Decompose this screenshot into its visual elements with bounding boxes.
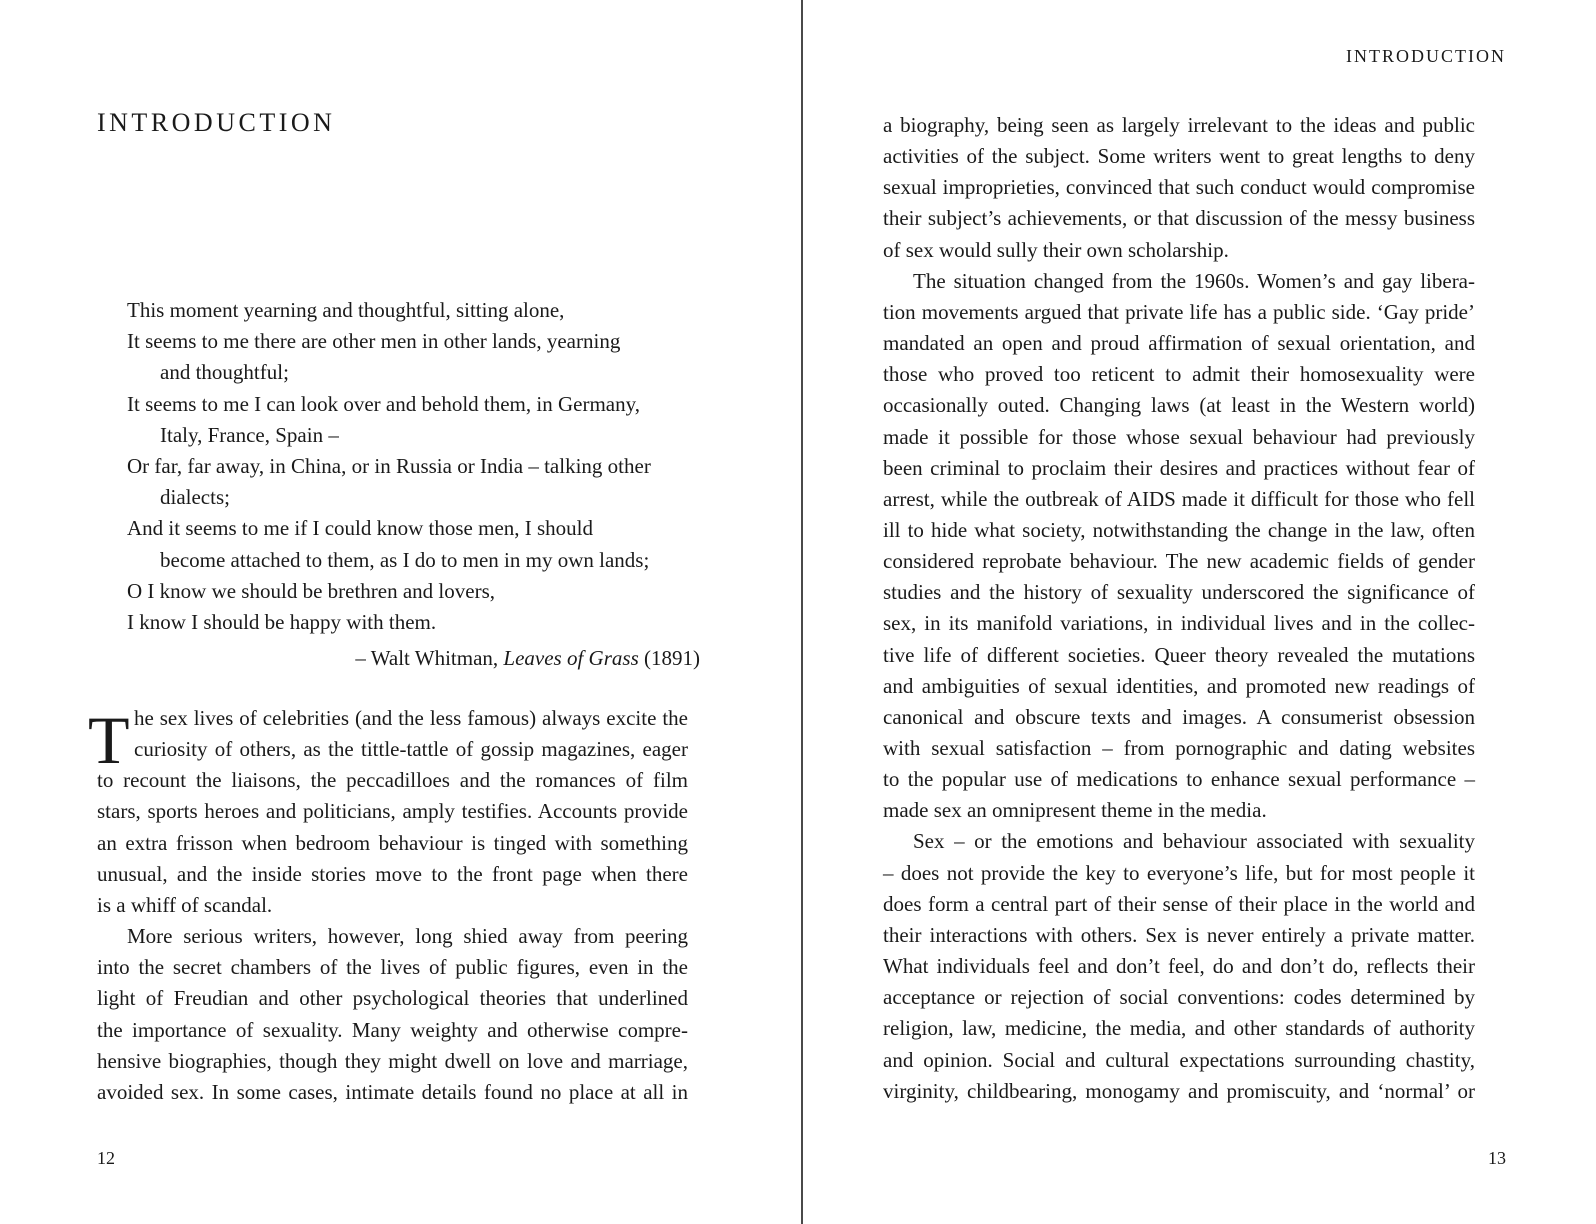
body-line: to the popular use of medications to enhance sexual performance – [883,767,1475,792]
chapter-title: INTRODUCTION [97,108,336,137]
epigraph-line: This moment yearning and thoughtful, sitting alone, [127,298,565,322]
body-line: sex, in its manifold variations, in individual lives and in the collec- [883,611,1475,636]
body-line: acceptance or rejection of social conventions: codes determined by [883,985,1475,1010]
body-line: an extra frisson when bedroom behaviour is tinged with something [97,830,688,855]
body-line: stars, sports heroes and politicians, amply testifies. Accounts provide [97,799,688,824]
body-line: unusual, and the inside stories move to the front page when there [97,861,688,886]
body-line: made it possible for those whose sexual behaviour had previously [883,424,1475,449]
body-line: considered reprobate behaviour. The new academic fields of gender [883,549,1475,574]
epigraph-line: I know I should be happy with them. [127,610,437,634]
body-line: mandated an open and proud affirmation of sexual orientation, and [883,331,1475,356]
body-line: their subject’s achievements, or that discussion of the messy business [883,206,1475,231]
body-line: What individuals feel and don’t feel, do and don’t do, reflects their [883,954,1475,979]
body-line: ill to hide what society, notwithstanding the change in the law, often [883,517,1475,542]
epigraph-line: and thoughtful; [160,360,289,385]
body-line: is a whiff of scandal. [97,892,273,917]
body-line: curiosity of others, as the tittle-tattle of gossip magazines, eager [134,737,688,762]
body-line: their interactions with others. Sex is never entirely a private matter. [883,922,1475,947]
body-line: virginity, childbearing, monogamy and promiscuity, and ‘normal’ or [883,1078,1475,1103]
epigraph-line: It seems to me I can look over and behold them, in Germany, [127,391,640,416]
drop-cap: T [88,702,130,778]
body-line: does form a central part of their sense of their place in the world and [883,891,1475,916]
body-line: arrest, while the outbreak of AIDS made it difficult for those who fell [883,486,1475,511]
body-line: hensive biographies, though they might dwell on love and marriage, [97,1048,688,1073]
body-line: sexual improprieties, convinced that such conduct would compromise [883,175,1475,200]
body-line: canonical and obscure texts and images. A consumerist obsession [883,704,1475,729]
body-line: he sex lives of celebrities (and the less famous) always excite the [134,706,688,730]
epigraph-line: O I know we should be brethren and lovers, [127,578,495,603]
body-line: light of Freudian and other psychological theories that underlined [97,986,688,1011]
body-line: been criminal to proclaim their desires and practices without fear of [883,455,1475,480]
body-line: Sex – or the emotions and behaviour associated with sexuality [913,829,1475,854]
body-line: studies and the history of sexuality underscored the significance of [883,580,1475,605]
page-number-left: 12 [97,1148,115,1168]
attribution-title: Leaves of Grass [503,646,639,670]
body-line: those who proved too reticent to admit their homosexuality were [883,362,1475,387]
body-line: avoided sex. In some cases, intimate details found no place at all in [97,1079,688,1104]
epigraph-line: And it seems to me if I could know those men, I should [127,516,594,541]
attribution-year: (1891) [638,646,700,670]
page-gutter [801,0,803,1224]
epigraph-line: Or far, far away, in China, or in Russia or India – talking other [127,454,651,478]
epigraph-attribution [355,646,700,670]
body-line: activities of the subject. Some writers went to great lengths to deny [883,144,1475,169]
body-line: occasionally outed. Changing laws (at least in the Western world) [883,393,1475,418]
body-line: – does not provide the key to everyone’s life, but for most people it [883,860,1475,885]
body-line: and ambiguities of sexual identities, and promoted new readings of [883,673,1475,698]
body-line: to recount the liaisons, the peccadilloes and the romances of film [97,768,688,793]
running-head: INTRODUCTION [1346,46,1506,66]
epigraph-line: Italy, France, Spain – [160,422,339,447]
body-line: More serious writers, however, long shied away from peering [127,924,688,949]
body-line: The situation changed from the 1960s. Women’s and gay libera- [913,268,1475,293]
attribution-author: – Walt Whitman, [355,646,504,670]
body-line: made sex an omnipresent theme in the media. [883,798,1267,823]
body-line: with sexual satisfaction – from pornographic and dating websites [883,736,1475,760]
body-line: and opinion. Social and cultural expectations surrounding chastity, [883,1047,1475,1072]
body-line: tion movements argued that private life has a public side. ‘Gay pride’ [883,299,1475,324]
body-line: tive life of different societies. Queer theory revealed the mutations [883,642,1475,667]
body-line: religion, law, medicine, the media, and other standards of authority [883,1016,1475,1041]
body-line: into the secret chambers of the lives of public figures, even in the [97,955,688,980]
body-line: a biography, being seen as largely irrelevant to the ideas and public [883,113,1475,137]
page-number-right: 13 [1488,1148,1506,1168]
epigraph-line: It seems to me there are other men in other lands, yearning [127,329,621,354]
epigraph-line: dialects; [160,485,230,510]
body-line: the importance of sexuality. Many weighty and otherwise compre- [97,1017,688,1042]
epigraph-line: become attached to them, as I do to men in my own lands; [160,547,650,572]
body-line: of sex would sully their own scholarship. [883,237,1229,262]
